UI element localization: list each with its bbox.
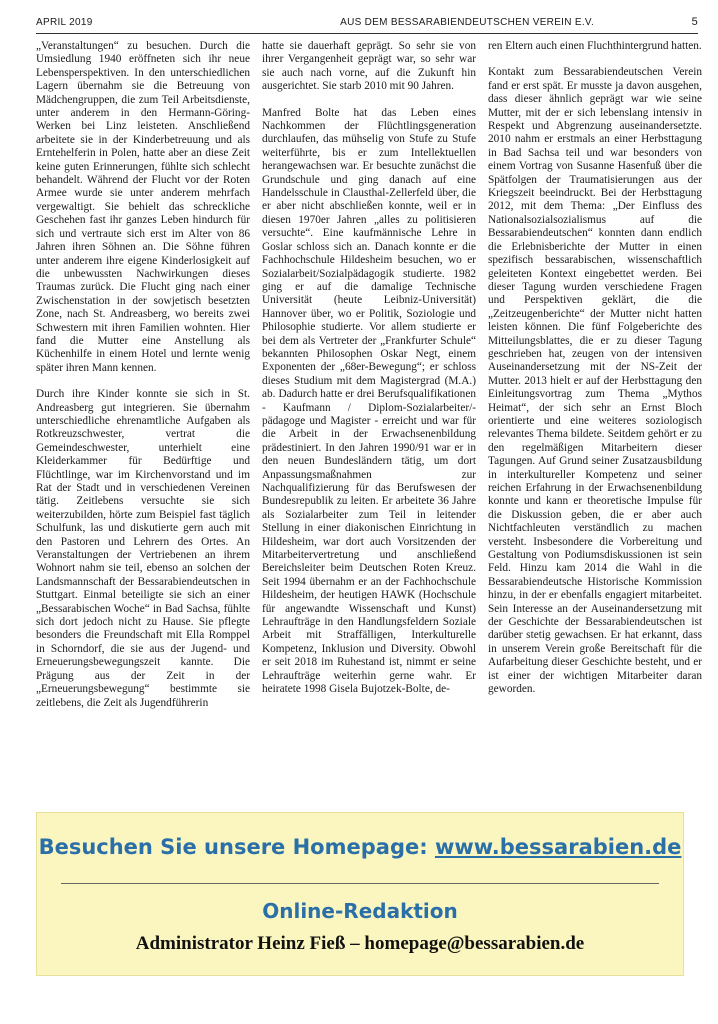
column-1 xyxy=(36,40,250,800)
column-3 xyxy=(488,40,702,800)
page-number: 5 xyxy=(691,16,698,28)
administrator-contact: Administrator Heinz Fieß – homepage@bessarabien.de xyxy=(135,933,585,954)
page-header xyxy=(36,12,698,32)
paragraph: ren Eltern auch einen Fluchthintergrund hatten. xyxy=(488,40,702,52)
paragraph: Durch ihre Kinder konnte sie sich in St. Andreasberg gut integrieren. Sie übernahm unterschiedliche ehrenamtliche Aufgaben als Rotkreuzschwester, vertrat die Gemeindeschwester, unterhielt eine Kleiderkammer für Bedürftige und Flüchtlinge, war im Kirchenvorstand und im Rat der Stadt und in verschiedenen Vereinen tätig. Zeitlebens versuchte sie sich weiterzubilden, hörte zum Beispiel fast täglich Schulfunk, las und diskutierte gern auch mit den Pastoren und Lehrern des Ortes. An Veranstaltungen der Vertriebenen an ihrem Wohnort nahm sie teil, ebenso an solchen der Landsmannschaft der Bessarabiendeutschen in Stuttgart. Einmal beteiligte sie sich an einer „Bessarabischen Woche“ in Bad Sachsa, fühlte sich dort jedoch nicht zu Hause. Sie pflegte besonders die Freundschaft mit Ella Romppel in Schorndorf, die sie aus der Jugend- und Erneuerungsbewegungszeit kannte. Die Prägung aus der Zeit in der „Erneuerungsbewegung“ bestimmte sie zeitlebens, die Zeit als Jugendführerin xyxy=(36,388,250,709)
homepage-link[interactable]: www.bessarabien.de xyxy=(434,835,682,859)
homepage-promo xyxy=(37,835,683,859)
paragraph: Kontakt zum Bessarabiendeutschen Verein fand er erst spät. Er musste ja davon ausgehen, dass dieser ähnlich geprägt war wie seine Mutter, mit der er sich lebenslang intensiv in Respekt und Abgrenzung auseinandersetzte. 2010 nahm er erstmals an einer Herbsttagung in Bad Sachsa teil und war besonders von einem Vortrag von Susanne Hasenfuß über die Spätfolgen der Traumatisierungen aus der Kriegszeit beeindruckt. Bei der Herbsttagung 2012, mit dem Thema: „Der Einfluss des Nationalsozialsozialismus auf die Bessarabiendeutschen“ konnten dann endlich die Erlebnisberichte der Mutter in einen spezifisch bessarabischen, wissenschaftlich geleiteten Kontext eingebettet werden. Bei dieser Tagung wurden verschiedene Fragen und Perspektiven geklärt, die die „Zeitzeugenberichte“ der Mutter nicht hatten leisten können. Die fünf Folgeberichte des Mitteilungsblattes, die er zu dieser Tagung geschrieben hat, zeugen von der intensiven Auseinandersetzung mit der NS-Zeit der Mutter. 2013 hielt er auf der Herbsttagung den Einleitungsvortrag zum Thema „Mythos Heimat“, der sich sehr an Ernst Bloch orientierte und eine weiteres soziologisch relevantes Thema bildete. Seitdem gehört er zu den regelmäßigen Mitarbeitern dieser Tagungen. Auf Grund seiner Zusatzausbildung in interkultureller Kompetenz und seiner reichen Erfahrung in der Erwachsenenbildung konnte und kann er theoretische Impulse für die Diskussion geben, die er aber auch Nichtfachleuten verständlich zu machen versteht. Insbesondere die Vorbereitung und Gestaltung von Podiumsdiskussionen ist sein Feld. Hinzu kam 2014 die Wahl in die Bessarabiendeutsche Historische Kommission hinzu, in der er ebenfalls engagiert mitarbeitet. Sein Interesse an der Auseinandersetzung mit der Geschichte der Bessarabiendeutschen ist darüber stetig gewachsen. Er hat erkannt, dass in unserem Verein große Bereitschaft für die Aufarbeitung dieser Geschichte besteht, und er ist einer der wichtigen Mitarbeiter daran geworden. xyxy=(488,66,702,696)
header-rule xyxy=(36,33,698,34)
paragraph: hatte sie dauerhaft geprägt. So sehr sie von ihrer Vergangenheit geprägt war, so sehr war sie auch nach vorne, auf die Zukunft hin ausgerichtet. Sie starb 2010 mit 90 Jahren. xyxy=(262,40,476,93)
issue-date: APRIL 2019 xyxy=(36,16,93,28)
homepage-prefix: Besuchen Sie unsere Homepage: xyxy=(38,835,435,859)
paragraph: „Veranstaltungen“ zu besuchen. Durch die Umsiedlung 1940 eröffneten sich ihr neue Lebensperspektiven. In den unterschiedlichen Lagern übernahm sie die Betreuung von Mädchengruppen, die zum Teil Arbeitsdienste, unter anderem in den Hermann-Göring-Werken bei Linz leisteten. Anschließend arbeitete sie in der Kinderbetreuung und als Erntehelferin in Polen, hatte aber an diese Zeit keine guten Erinnerungen, fühlte sich schlecht behandelt. Während der Flucht vor der Roten Armee wurde sie unter anderem mehrfach vergewaltigt. Sie behielt das schreckliche Geschehen fast ihr ganzes Leben hindurch für sich und vertraute sich erst im Alter von 86 Jahren ihren Söhnen an. Die Söhne führen unter anderem ihre eigene Kinderlosigkeit auf die unbewussten Nachwirkungen dieses Traumas zurück. Die Flucht ging nach einer Zwischenstation in der sowjetisch besetzten Zone, nach St. Andreasberg, wo bereits zwei Schwestern mit ihren Familien wohnten. Hier fand die Mutter eine Anstellung als Küchenhilfe in einem Hotel und lernte wenig später ihren Mann kennen. xyxy=(36,40,250,374)
section-title: Online-Redaktion xyxy=(262,899,458,923)
banner-divider xyxy=(61,883,659,884)
column-2 xyxy=(262,40,476,800)
paragraph: Manfred Bolte hat das Leben eines Nachkommen der Flüchtlingsgeneration durchlaufen, das mühselig von Stufe zu Stufe weiterführte, bis er zum Intellektuellen herangewachsen war. Er besuchte zunächst die Grundschule und ging danach auf eine Handelsschule in Clausthal-Zellerfeld über, die er aber nicht abschließen konnte, weil er in diesen 1970er Jahren „alles zu politisieren versuchte“. Eine kaufmännische Lehre in Goslar schloss sich an. Danach konnte er die Fachhochschule Hildesheim besuchen, wo er Sozialarbeit/Sozialpädagogik studierte. 1982 ging er auf die damalige Technische Universität (heute Leibniz-Universität) Hannover über, wo er Politik, Soziologie und Philosophie studierte. Vor allem studierte er bei dem als Vertreter der „Frankfurter Schule“ bekannten Philosophen Oskar Negt, einem Exponenten der „68er-Bewegung“; er schloss dieses Studium mit dem Magistergrad (M.A.) ab. Dadurch hatte er drei Berufsqualifikationen - Kaufmann / Diplom-Sozialarbeiter/-pädagoge und Magister - erreicht und war für die Arbeit in der Erwachsenenbildung prädestiniert. In den Jahren 1990/91 war er in den neuen Bundesländern tätig, um dort Anpassungsmaßnahmen zur Nachqualifizierung für das Berufswesen der Bundesrepublik zu leiten. Er arbeitete 36 Jahre als Sozialarbeiter zum Teil in leitender Stellung in einer diakonischen Einrichtung in Hildesheim, war dort auch Vorsitzenden der Mitarbeitervertretung und anschließend Bereichsleiter beim Deutschen Roten Kreuz. Seit 1994 übernahm er an der Fachhochschule Hildesheim, der heutigen HAWK (Hochschule für angewandte Wissenschaft und Kunst) Lehraufträge in den Handlungsfeldern Soziale Arbeit mit Straffälligen, Interkulturelle Kompetenz, Inklusion und Diversity. Obwohl er seit 2018 im Ruhestand ist, nimmt er seine Lehraufträge weiterhin gerne wahr. Er heiratete 1998 Gisela Bujotzek-Bolte, de- xyxy=(262,106,476,696)
article-columns xyxy=(36,40,702,800)
homepage-banner xyxy=(36,812,684,976)
publication-name: AUS DEM BESSARABIENDEUTSCHEN VEREIN E.V. xyxy=(340,16,595,28)
